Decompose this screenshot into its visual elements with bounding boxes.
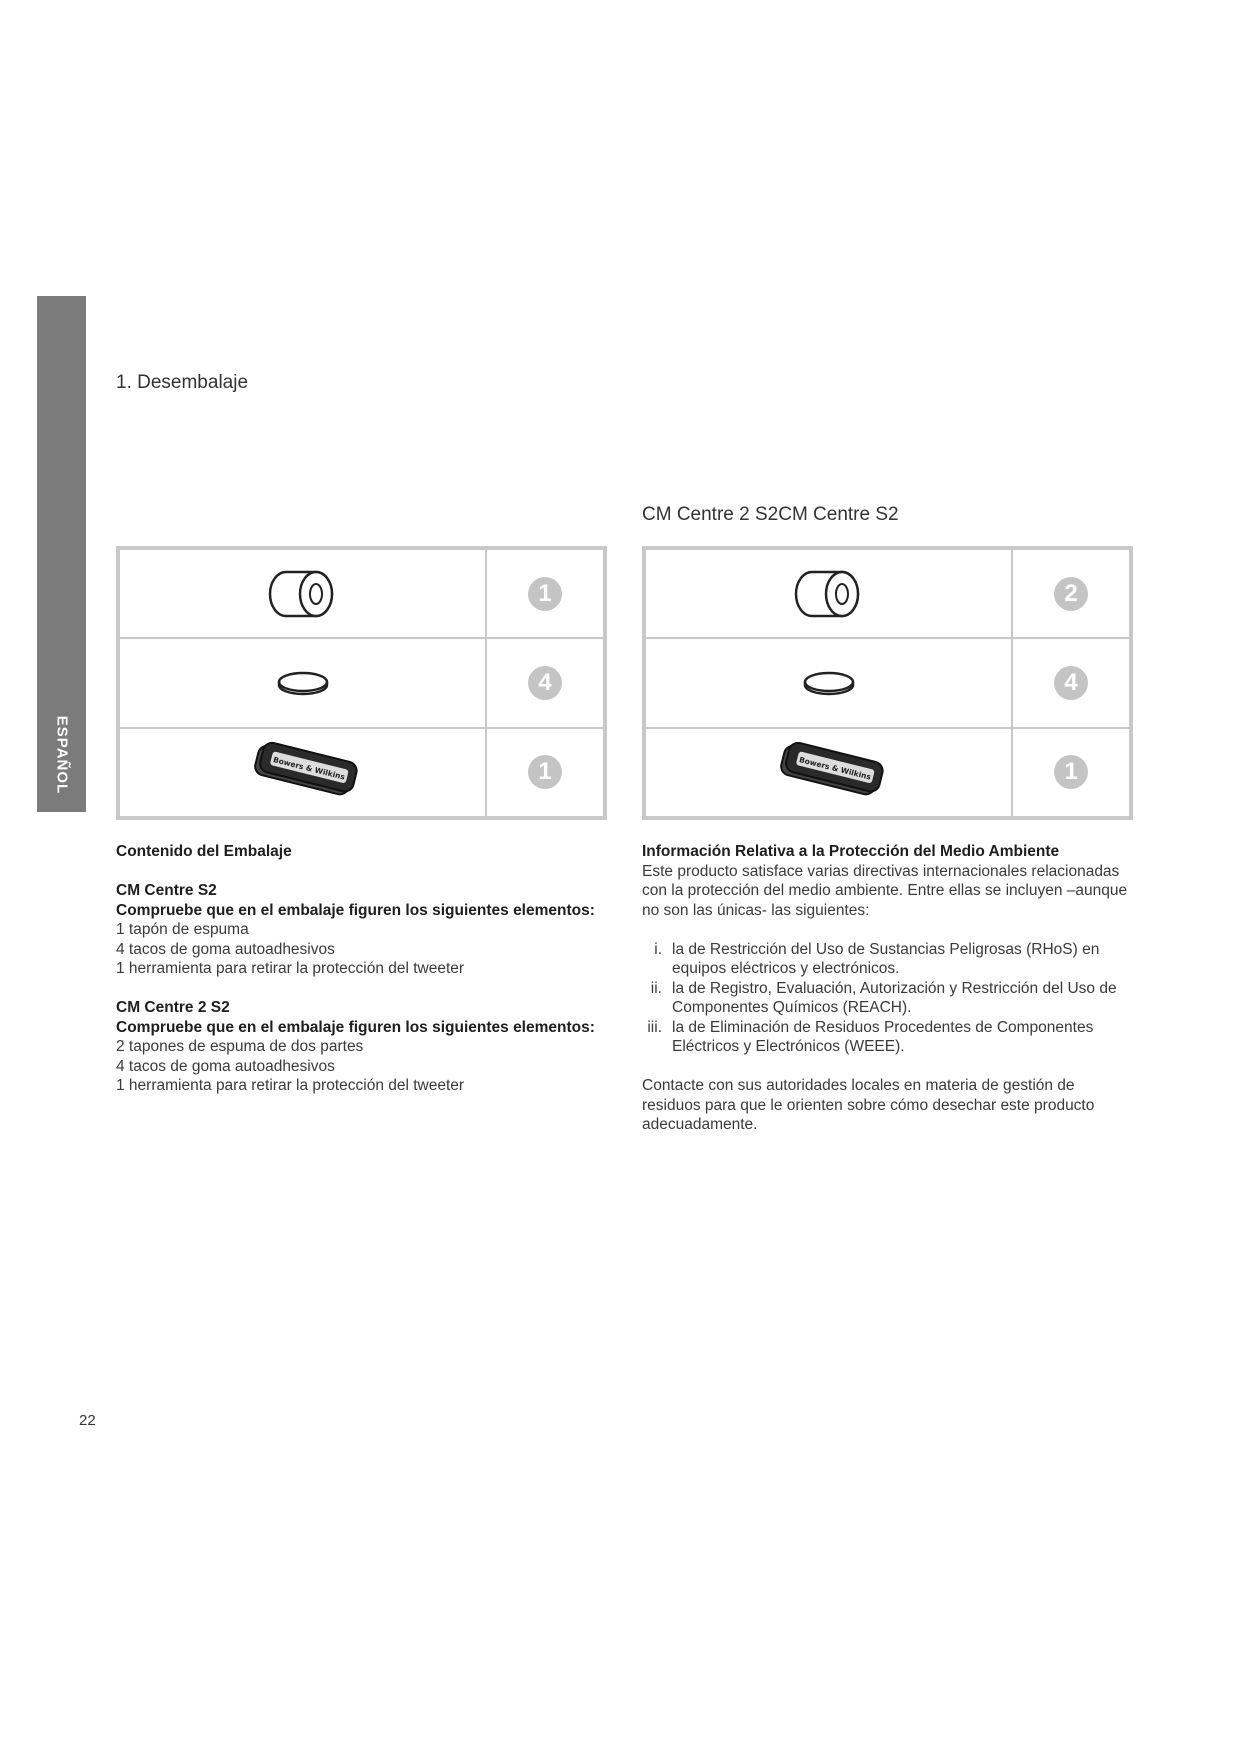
packing-table-left: [116, 546, 607, 820]
list-text: la de Registro, Evaluación, Autorización y Restricción del Uso de Componentes Químicos (REACH).: [672, 979, 1117, 1016]
environment-contact: Contacte con sus autoridades locales en materia de gestión de residuos para que le orienten sobre cómo desechar este producto adecuadamente.: [642, 1077, 1095, 1133]
count-cell: [1012, 638, 1130, 727]
foam-plug-icon: [268, 566, 338, 622]
count-cell: [486, 728, 604, 817]
language-tab-label-wrap: [37, 680, 86, 830]
tweeter-tool-cell: [119, 728, 486, 817]
count-cell: [1012, 549, 1130, 638]
tweeter-tool-icon: [243, 739, 363, 805]
list-item: [642, 940, 1132, 979]
model-s2-2-check: Compruebe que en el embalaje figuren los siguientes elementos:: [116, 1018, 595, 1036]
count-badge: 1: [528, 755, 562, 789]
packing-heading: Contenido del Embalaje: [116, 843, 292, 860]
environment-intro: Este producto satisface varias directivas internacionales relacionadas con la protección del medio ambiente. Entre ellas se incluyen –aunque no son las únicas- las siguientes:: [642, 862, 1128, 919]
list-item: [642, 1018, 1132, 1057]
list-text: la de Eliminación de Residuos Procedentes de Componentes Eléctricos y Electrónicos (WEEE).: [672, 1018, 1094, 1055]
tweeter-tool-icon: [769, 739, 889, 805]
tool-logo-text: Bowers & Wilkins: [271, 755, 346, 782]
list-item: 1 herramienta para retirar la protección del tweeter: [116, 1077, 465, 1094]
list-item: 4 tacos de goma autoadhesivos: [116, 940, 335, 958]
packing-contents-column: [116, 842, 596, 1096]
count-badge: 2: [1054, 577, 1088, 611]
list-item: 1 herramienta para retirar la protección del tweeter: [116, 960, 465, 977]
count-cell: [486, 549, 604, 638]
environment-info-column: [642, 842, 1132, 1135]
count-cell: [486, 638, 604, 727]
count-badge: 4: [528, 666, 562, 700]
environment-heading: Información Relativa a la Protección del Medio Ambiente: [642, 843, 1060, 860]
list-item: [642, 979, 1132, 1018]
list-number: iii.: [647, 1018, 662, 1036]
list-text: la de Restricción del Uso de Sustancias Peligrosas (RHoS) en equipos eléctricos y electrónicos.: [672, 940, 1100, 977]
list-item: 2 tapones de espuma de dos partes: [116, 1038, 364, 1055]
page-number: 22: [79, 1412, 96, 1429]
language-tab-label: ESPAÑOL: [53, 715, 70, 795]
tweeter-tool-cell: [645, 728, 1012, 817]
list-number: i.: [654, 940, 662, 958]
rubber-foot-icon: [273, 668, 333, 698]
rubber-foot-cell: [645, 638, 1012, 727]
count-badge: 1: [1054, 755, 1088, 789]
foam-plug-cell: [119, 549, 486, 638]
count-badge: 1: [528, 577, 562, 611]
tool-logo-text: Bowers & Wilkins: [797, 755, 872, 782]
rubber-foot-icon: [799, 668, 859, 698]
packing-table-right: [642, 546, 1133, 820]
list-number: ii.: [650, 979, 662, 997]
foam-plug-cell: [645, 549, 1012, 638]
section-title: 1. Desembalaje: [116, 372, 249, 393]
count-badge: 4: [1054, 666, 1088, 700]
model-s2-heading: CM Centre S2: [116, 882, 217, 899]
model-s2-2-heading: CM Centre 2 S2: [116, 999, 230, 1016]
model-heading: CM Centre 2 S2CM Centre S2: [642, 504, 899, 525]
model-s2-check: Compruebe que en el embalaje figuren los siguientes elementos:: [116, 901, 595, 919]
list-item: 1 tapón de espuma: [116, 921, 249, 938]
count-cell: [1012, 728, 1130, 817]
foam-plug-icon: [794, 566, 864, 622]
rubber-foot-cell: [119, 638, 486, 727]
list-item: 4 tacos de goma autoadhesivos: [116, 1057, 335, 1075]
